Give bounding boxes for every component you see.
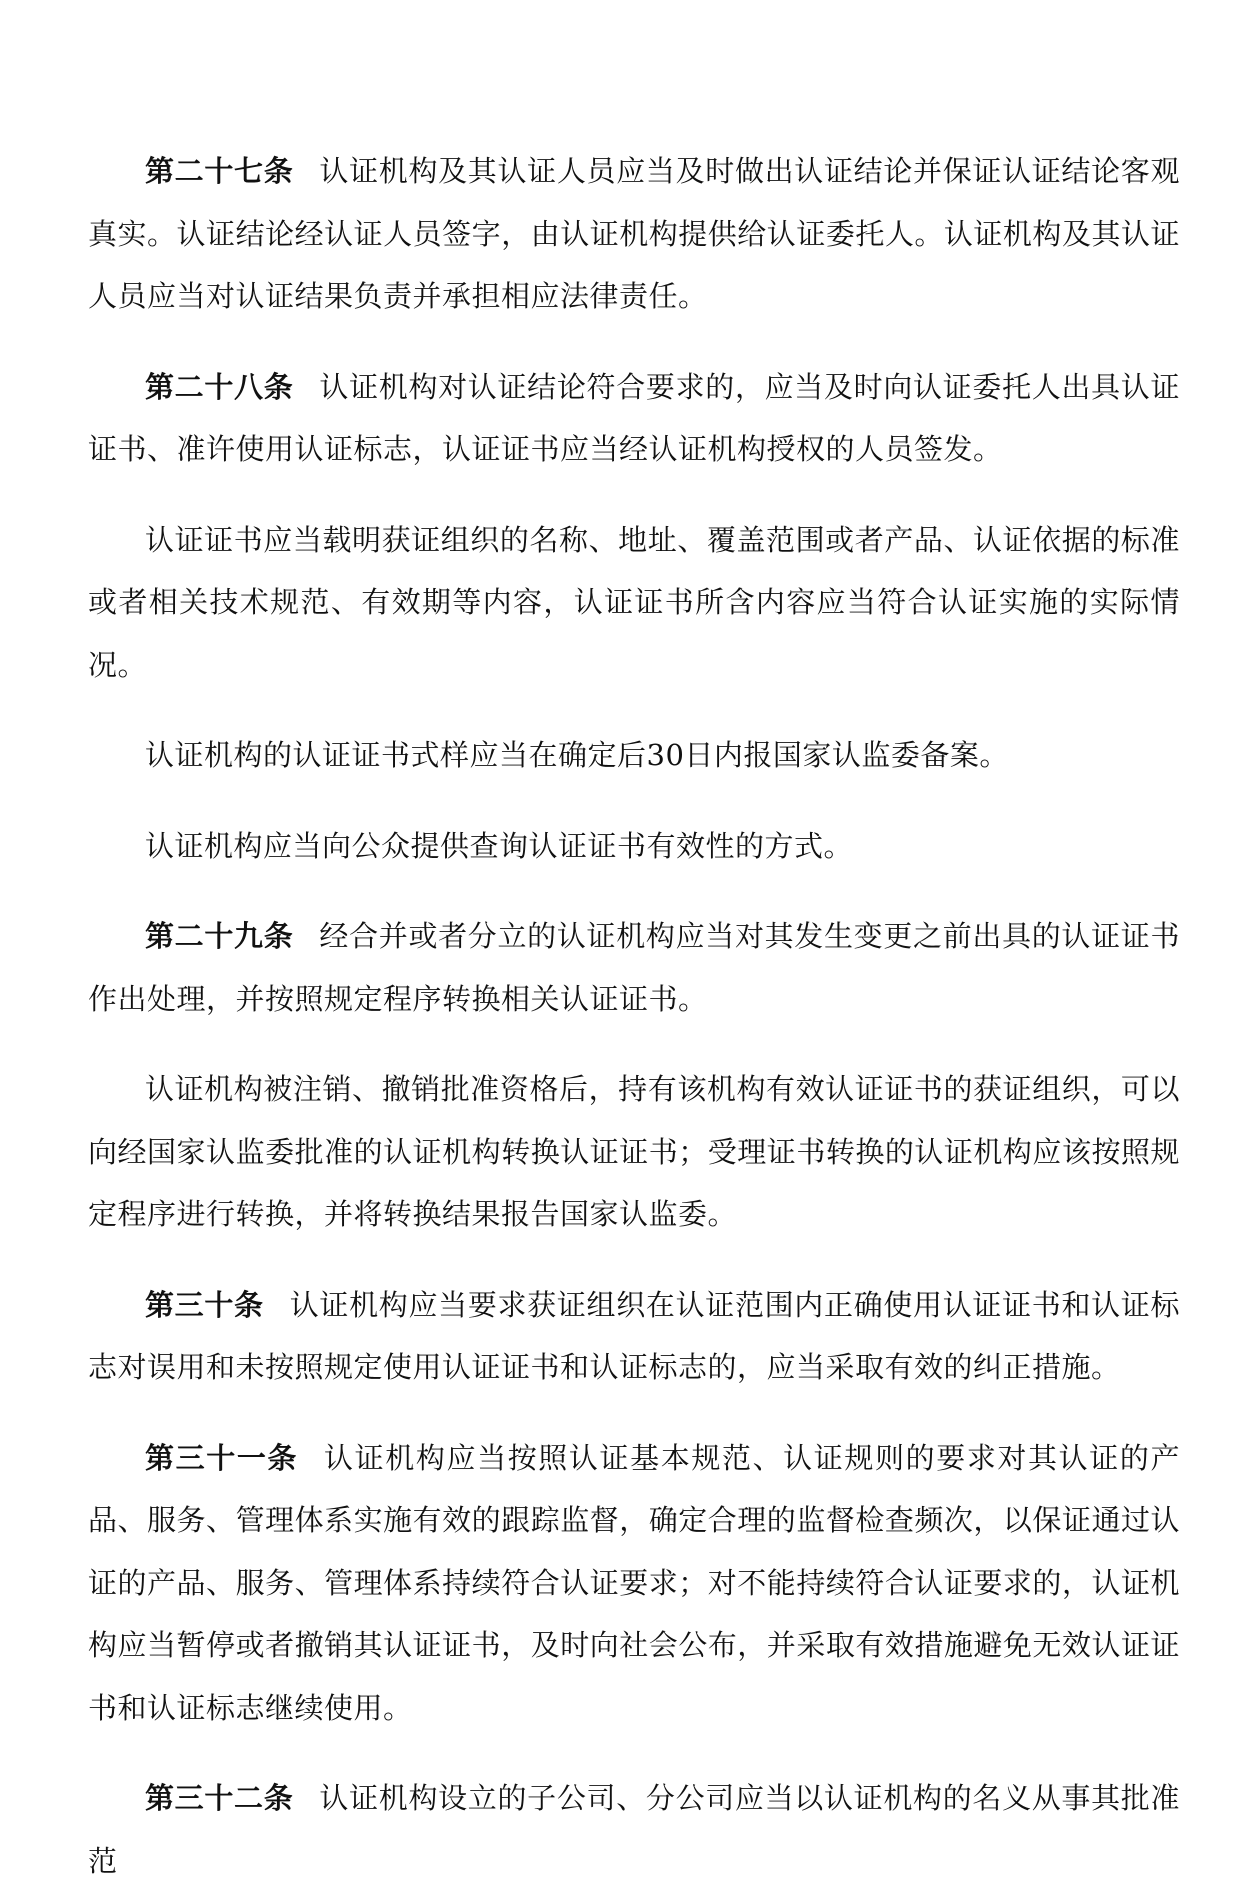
paragraph-text: 认证机构的认证证书式样应当在确定后30日内报国家认监委备案。 xyxy=(145,738,1009,772)
article-text: 认证机构对认证结论符合要求的，应当及时向认证委托人出具认证证书、准许使用认证标志，认证证书应当经认证机构授权的人员签发。 xyxy=(88,369,1180,466)
article-32-paragraph xyxy=(88,1767,1180,1892)
article-text: 认证机构设立的子公司、分公司应当以认证机构的名义从事其批准范 xyxy=(88,1781,1180,1878)
document-page xyxy=(88,140,1180,1892)
article-number: 第三十一条 xyxy=(145,1440,299,1475)
article-text: 认证机构应当要求获证组织在认证范围内正确使用认证证书和认证标志对误用和未按照规定使用认证证书和认证标志的，应当采取有效的纠正措施。 xyxy=(88,1287,1180,1384)
article-29-paragraph xyxy=(88,905,1180,1030)
body-paragraph xyxy=(88,509,1180,697)
article-number: 第二十八条 xyxy=(145,369,294,404)
paragraph-text: 认证证书应当载明获证组织的名称、地址、覆盖范围或者产品、认证依据的标准或者相关技术规范、有效期等内容，认证证书所含内容应当符合认证实施的实际情况。 xyxy=(88,522,1180,682)
article-number: 第二十七条 xyxy=(145,154,294,188)
article-30-paragraph xyxy=(88,1274,1180,1399)
article-text: 认证机构及其认证人员应当及时做出认证结论并保证认证结论客观真实。认证结论经认证人员签字，由认证机构提供给认证委托人。认证机构及其认证人员应当对认证结果负责并承担相应法律责任。 xyxy=(88,154,1180,313)
paragraph-text: 认证机构被注销、撤销批准资格后，持有该机构有效认证证书的获证组织，可以向经国家认监委批准的认证机构转换认证证书；受理证书转换的认证机构应该按照规定程序进行转换，并将转换结果报告国家认监委。 xyxy=(88,1072,1180,1231)
article-number: 第三十二条 xyxy=(145,1781,294,1815)
article-text: 经合并或者分立的认证机构应当对其发生变更之前出具的认证证书作出处理，并按照规定程序转换相关认证证书。 xyxy=(88,919,1180,1016)
article-number: 第二十九条 xyxy=(145,919,294,953)
paragraph-text: 认证机构应当向公众提供查询认证证书有效性的方式。 xyxy=(145,828,854,863)
article-31-paragraph xyxy=(88,1427,1180,1740)
body-paragraph xyxy=(88,815,1180,878)
body-paragraph xyxy=(88,724,1180,787)
article-text: 认证机构应当按照认证基本规范、认证规则的要求对其认证的产品、服务、管理体系实施有效的跟踪监督，确定合理的监督检查频次，以保证通过认证的产品、服务、管理体系持续符合认证要求；对不能持续符合认证要求的，认证机构应当暂停或者撤销其认证证书，及时向社会公布，并采取有效措施避免无效认证证书和认证标志继续使用。 xyxy=(88,1440,1180,1725)
body-paragraph xyxy=(88,1058,1180,1246)
article-28-paragraph xyxy=(88,356,1180,481)
article-27-paragraph xyxy=(88,140,1180,328)
article-number: 第三十条 xyxy=(145,1287,264,1322)
